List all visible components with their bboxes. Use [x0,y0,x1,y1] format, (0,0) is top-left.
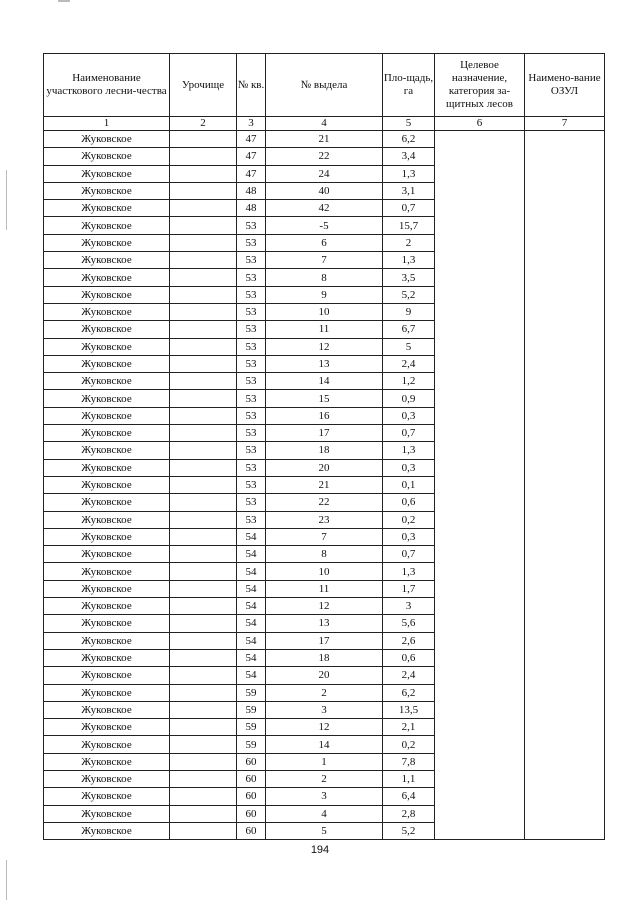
tract-cell [170,476,237,493]
tract-cell [170,667,237,684]
quarter-cell: 54 [237,546,266,563]
tract-cell [170,528,237,545]
area-cell: 1,7 [383,580,435,597]
forestry-cell: Жуковское [44,701,170,718]
plot-cell: 22 [266,494,383,511]
area-cell: 1,1 [383,770,435,787]
forestry-cell: Жуковское [44,667,170,684]
forestry-cell: Жуковское [44,598,170,615]
forestry-cell: Жуковское [44,407,170,424]
column-number: 6 [435,117,525,131]
area-cell: 15,7 [383,217,435,234]
quarter-cell: 60 [237,805,266,822]
forest-plots-table [43,53,605,840]
tract-cell [170,736,237,753]
area-cell: 3,4 [383,148,435,165]
scan-artifact-left [6,170,7,230]
forestry-cell: Жуковское [44,459,170,476]
quarter-cell: 53 [237,442,266,459]
area-cell: 0,3 [383,459,435,476]
quarter-cell: 60 [237,770,266,787]
quarter-cell: 54 [237,649,266,666]
plot-cell: 10 [266,563,383,580]
area-cell: 1,3 [383,165,435,182]
quarter-cell: 53 [237,269,266,286]
purpose-cell [435,131,525,840]
plot-cell: -5 [266,217,383,234]
header-cell: Наименование участкового лесни-чества [44,54,170,117]
area-cell: 5,6 [383,615,435,632]
tract-cell [170,770,237,787]
quarter-cell: 54 [237,632,266,649]
plot-cell: 2 [266,684,383,701]
quarter-cell: 53 [237,303,266,320]
tract-cell [170,286,237,303]
tract-cell [170,407,237,424]
tract-cell [170,494,237,511]
area-cell: 3,1 [383,182,435,199]
tract-cell [170,511,237,528]
area-cell: 5,2 [383,822,435,839]
forestry-cell: Жуковское [44,822,170,839]
forestry-cell: Жуковское [44,321,170,338]
forestry-cell: Жуковское [44,649,170,666]
plot-cell: 18 [266,442,383,459]
tract-cell [170,148,237,165]
tract-cell [170,200,237,217]
plot-cell: 40 [266,182,383,199]
header-cell: Наимено-вание ОЗУЛ [525,54,605,117]
plot-cell: 14 [266,373,383,390]
quarter-cell: 54 [237,528,266,545]
area-cell: 3 [383,598,435,615]
area-cell: 9 [383,303,435,320]
column-number: 3 [237,117,266,131]
area-cell: 0,3 [383,528,435,545]
header-row [44,54,605,117]
plot-cell: 11 [266,580,383,597]
plot-cell: 4 [266,805,383,822]
area-cell: 0,3 [383,407,435,424]
area-cell: 5 [383,338,435,355]
column-number: 7 [525,117,605,131]
plot-cell: 11 [266,321,383,338]
tract-cell [170,234,237,251]
quarter-cell: 60 [237,753,266,770]
forestry-cell: Жуковское [44,390,170,407]
forestry-cell: Жуковское [44,476,170,493]
area-cell: 1,3 [383,252,435,269]
area-cell: 6,7 [383,321,435,338]
tract-cell [170,390,237,407]
plot-cell: 14 [266,736,383,753]
tract-cell [170,425,237,442]
area-cell: 0,7 [383,546,435,563]
quarter-cell: 60 [237,788,266,805]
tract-cell [170,546,237,563]
quarter-cell: 53 [237,338,266,355]
tract-cell [170,252,237,269]
tract-cell [170,459,237,476]
ozul-cell [525,131,605,840]
forestry-cell: Жуковское [44,200,170,217]
area-cell: 6,4 [383,788,435,805]
area-cell: 0,2 [383,736,435,753]
page-number: 194 [310,844,330,856]
forestry-cell: Жуковское [44,511,170,528]
quarter-cell: 60 [237,822,266,839]
quarter-cell: 53 [237,321,266,338]
area-cell: 1,3 [383,442,435,459]
area-cell: 2 [383,234,435,251]
quarter-cell: 53 [237,355,266,372]
quarter-cell: 59 [237,684,266,701]
forestry-cell: Жуковское [44,148,170,165]
quarter-cell: 53 [237,459,266,476]
forestry-cell: Жуковское [44,269,170,286]
area-cell: 6,2 [383,131,435,148]
plot-cell: 12 [266,338,383,355]
table-row [44,131,605,148]
quarter-cell: 54 [237,615,266,632]
plot-cell: 42 [266,200,383,217]
tract-cell [170,338,237,355]
quarter-cell: 53 [237,217,266,234]
tract-cell [170,580,237,597]
tract-cell [170,563,237,580]
tract-cell [170,632,237,649]
forestry-cell: Жуковское [44,425,170,442]
area-cell: 0,7 [383,425,435,442]
area-cell: 2,4 [383,355,435,372]
forestry-cell: Жуковское [44,252,170,269]
plot-cell: 7 [266,252,383,269]
quarter-cell: 48 [237,200,266,217]
area-cell: 0,1 [383,476,435,493]
scan-artifact-left-bottom [6,860,7,900]
forestry-cell: Жуковское [44,753,170,770]
forestry-cell: Жуковское [44,528,170,545]
area-cell: 5,2 [383,286,435,303]
table-body [44,131,605,840]
tract-cell [170,649,237,666]
quarter-cell: 53 [237,252,266,269]
area-cell: 0,7 [383,200,435,217]
quarter-cell: 47 [237,165,266,182]
plot-cell: 13 [266,615,383,632]
area-cell: 1,3 [383,563,435,580]
column-number-row [44,117,605,131]
forestry-cell: Жуковское [44,373,170,390]
tract-cell [170,355,237,372]
quarter-cell: 53 [237,373,266,390]
plot-cell: 17 [266,632,383,649]
quarter-cell: 54 [237,598,266,615]
tract-cell [170,615,237,632]
forestry-cell: Жуковское [44,355,170,372]
area-cell: 0,6 [383,494,435,511]
forestry-cell: Жуковское [44,286,170,303]
plot-cell: 20 [266,667,383,684]
forestry-cell: Жуковское [44,165,170,182]
tract-cell [170,719,237,736]
plot-cell: 8 [266,546,383,563]
area-cell: 6,2 [383,684,435,701]
plot-cell: 3 [266,701,383,718]
forestry-cell: Жуковское [44,338,170,355]
forestry-cell: Жуковское [44,303,170,320]
plot-cell: 17 [266,425,383,442]
plot-cell: 24 [266,165,383,182]
plot-cell: 8 [266,269,383,286]
forestry-cell: Жуковское [44,442,170,459]
column-number: 4 [266,117,383,131]
tract-cell [170,701,237,718]
quarter-cell: 53 [237,476,266,493]
plot-cell: 16 [266,407,383,424]
forestry-cell: Жуковское [44,182,170,199]
plot-cell: 10 [266,303,383,320]
area-cell: 0,9 [383,390,435,407]
forestry-cell: Жуковское [44,234,170,251]
tract-cell [170,217,237,234]
forestry-cell: Жуковское [44,719,170,736]
forestry-cell: Жуковское [44,632,170,649]
quarter-cell: 59 [237,736,266,753]
plot-cell: 22 [266,148,383,165]
header-cell: Урочище [170,54,237,117]
plot-cell: 7 [266,528,383,545]
area-cell: 1,2 [383,373,435,390]
area-cell: 2,4 [383,667,435,684]
tract-cell [170,805,237,822]
quarter-cell: 54 [237,563,266,580]
quarter-cell: 53 [237,286,266,303]
forestry-cell: Жуковское [44,736,170,753]
header-cell: Целевое назначение, категория за-щитных лесов [435,54,525,117]
area-cell: 0,2 [383,511,435,528]
plot-cell: 18 [266,649,383,666]
area-cell: 13,5 [383,701,435,718]
plot-cell: 5 [266,822,383,839]
area-cell: 3,5 [383,269,435,286]
forestry-cell: Жуковское [44,494,170,511]
forestry-cell: Жуковское [44,684,170,701]
tract-cell [170,598,237,615]
tract-cell [170,131,237,148]
header-cell: № выдела [266,54,383,117]
plot-cell: 1 [266,753,383,770]
area-cell: 7,8 [383,753,435,770]
forestry-cell: Жуковское [44,131,170,148]
plot-cell: 21 [266,476,383,493]
column-number: 1 [44,117,170,131]
plot-cell: 23 [266,511,383,528]
quarter-cell: 47 [237,148,266,165]
quarter-cell: 48 [237,182,266,199]
area-cell: 0,6 [383,649,435,666]
plot-cell: 6 [266,234,383,251]
plot-cell: 20 [266,459,383,476]
tract-cell [170,321,237,338]
column-number: 2 [170,117,237,131]
quarter-cell: 53 [237,511,266,528]
quarter-cell: 53 [237,407,266,424]
tract-cell [170,442,237,459]
forestry-cell: Жуковское [44,546,170,563]
tract-cell [170,788,237,805]
plot-cell: 13 [266,355,383,372]
forestry-cell: Жуковское [44,805,170,822]
header-cell: № кв. [237,54,266,117]
header-cell: Пло-щадь, га [383,54,435,117]
plot-cell: 2 [266,770,383,787]
tract-cell [170,269,237,286]
quarter-cell: 54 [237,667,266,684]
forestry-cell: Жуковское [44,580,170,597]
quarter-cell: 47 [237,131,266,148]
area-cell: 2,1 [383,719,435,736]
forestry-cell: Жуковское [44,217,170,234]
tract-cell [170,753,237,770]
area-cell: 2,6 [383,632,435,649]
plot-cell: 9 [266,286,383,303]
forestry-cell: Жуковское [44,770,170,787]
quarter-cell: 59 [237,719,266,736]
plot-cell: 3 [266,788,383,805]
quarter-cell: 53 [237,390,266,407]
tract-cell [170,373,237,390]
quarter-cell: 53 [237,234,266,251]
quarter-cell: 53 [237,425,266,442]
tract-cell [170,182,237,199]
area-cell: 2,8 [383,805,435,822]
plot-cell: 12 [266,719,383,736]
quarter-cell: 54 [237,580,266,597]
tract-cell [170,303,237,320]
tract-cell [170,165,237,182]
tract-cell [170,822,237,839]
quarter-cell: 59 [237,701,266,718]
forestry-cell: Жуковское [44,615,170,632]
plot-cell: 21 [266,131,383,148]
column-number: 5 [383,117,435,131]
plot-cell: 12 [266,598,383,615]
quarter-cell: 53 [237,494,266,511]
forestry-cell: Жуковское [44,788,170,805]
tract-cell [170,684,237,701]
plot-cell: 15 [266,390,383,407]
forestry-cell: Жуковское [44,563,170,580]
scan-artifact-top [58,0,70,2]
